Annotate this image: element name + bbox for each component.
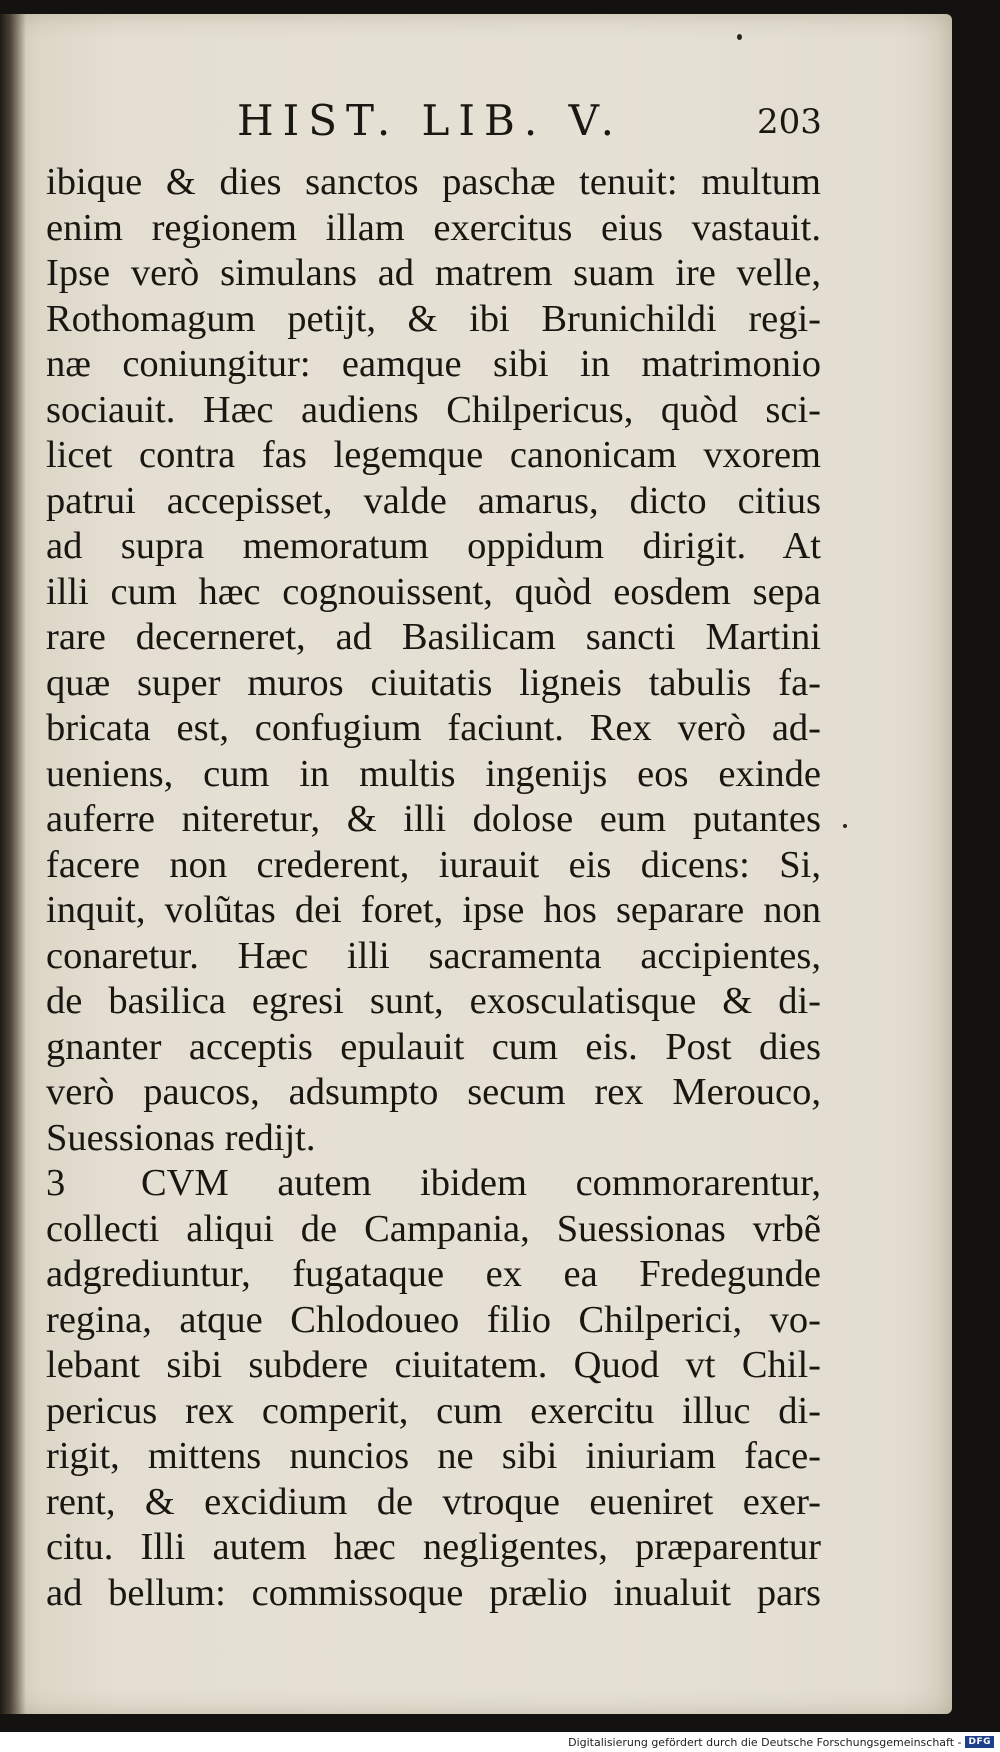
text-line: ueniens, cum in multis ingenijs eos exinde — [46, 752, 821, 795]
text-line: gnanter acceptis epulauit cum eis. Post dies — [46, 1025, 821, 1068]
section-first-line-text: CVM autem ibidem commorarentur, — [141, 1162, 821, 1204]
book-page — [0, 14, 952, 1714]
text-line: Ipse verò simulans ad matrem suam ire velle, — [46, 252, 821, 294]
text-line: illi cum hæc cognouissent, quòd eosdem sepa — [46, 570, 821, 613]
page-number: 203 — [757, 102, 822, 142]
text-line: Suessionas redijt. — [46, 1116, 316, 1159]
text-line: patrui accepisset, valde amarus, dicto citius — [46, 479, 821, 522]
text-line: verò paucos, adsumpto secum rex Merouco, — [46, 1071, 821, 1113]
text-line: rare decerneret, ad Basilicam sancti Martini — [46, 616, 821, 658]
text-line: licet contra fas legemque canonicam vxorem — [46, 434, 821, 476]
text-line: ibique & dies sanctos paschæ tenuit: multum — [46, 161, 821, 203]
text-line: pericus rex comperit, cum exercitu illuc di- — [46, 1389, 821, 1432]
text-line: auferre niteretur, & illi dolose eum putantes — [46, 798, 821, 840]
running-head: HIST. LIB. V. — [237, 96, 623, 145]
text-line: sociauit. Hæc audiens Chilpericus, quòd sci- — [46, 388, 821, 431]
section-opening-line — [46, 1161, 821, 1207]
text-line: ad bellum: commissoque prælio inualuit pars — [46, 1571, 821, 1614]
page-header — [0, 96, 952, 156]
digitization-footer — [0, 1732, 1000, 1752]
text-line: lebant sibi subdere ciuitatem. Quod vt Chil- — [46, 1344, 821, 1386]
body-text — [46, 160, 821, 1616]
text-line: adgrediuntur, fugataque ex ea Fredegunde — [46, 1253, 821, 1295]
text-line: de basilica egresi sunt, exosculatisque & di- — [46, 980, 821, 1022]
text-line: næ coniungitur: eamque sibi in matrimonio — [46, 343, 821, 385]
text-line: regina, atque Chlodoueo filio Chilperici, vo- — [46, 1298, 821, 1341]
text-line: inquit, volũtas dei foret, ipse hos separare non — [46, 889, 821, 931]
text-line: bricata est, confugium faciunt. Rex verò ad- — [46, 707, 821, 749]
funding-credit: Digitalisierung gefördert durch die Deutsche Forschungsgemeinschaft - — [568, 1735, 962, 1749]
text-line: collecti aliqui de Campania, Suessionas vrbẽ — [46, 1207, 821, 1250]
text-line: citu. Illi autem hæc negligentes, præparentur — [46, 1526, 821, 1568]
paper-speck — [737, 34, 742, 40]
text-line: rigit, mittens nuncios ne sibi iniuriam face- — [46, 1435, 821, 1477]
text-line: conaretur. Hæc illi sacramenta accipientes, — [46, 934, 821, 977]
text-line: quæ super muros ciuitatis ligneis tabulis fa- — [46, 661, 821, 704]
text-line: facere non crederent, iurauit eis dicens: Si, — [46, 843, 821, 886]
text-line: rent, & excidium de vtroque eueniret exer- — [46, 1480, 821, 1523]
dfg-logo: DFG — [965, 1736, 994, 1748]
paper-speck — [843, 824, 847, 828]
text-line: ad supra memoratum oppidum dirigit. At — [46, 525, 821, 567]
text-line: Rothomagum petijt, & ibi Brunichildi regi- — [46, 297, 821, 340]
section-number: 3 — [46, 1162, 66, 1204]
text-line: enim regionem illam exercitus eius vastauit. — [46, 206, 821, 249]
book-spine-shadow — [0, 14, 26, 1714]
